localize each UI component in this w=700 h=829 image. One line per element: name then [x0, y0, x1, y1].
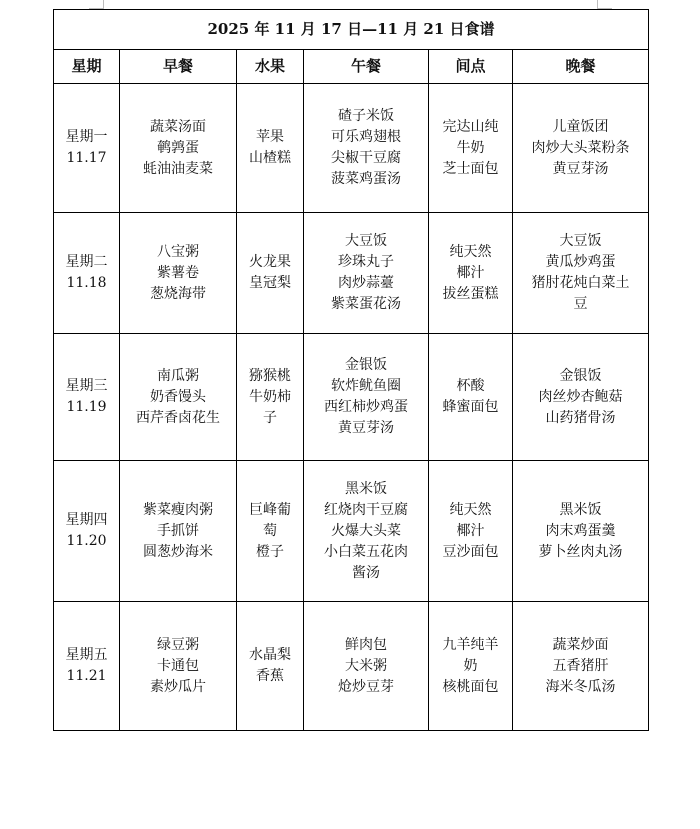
page-corner-mark-right	[597, 0, 612, 9]
breakfast-cell	[120, 461, 237, 602]
dinner-item: 金银饭	[559, 367, 602, 384]
snack-cell	[429, 84, 513, 213]
dinner-item: 豆	[573, 296, 588, 312]
day-label: 星期五	[65, 647, 108, 663]
snack-item: 杯酸	[456, 378, 485, 394]
day-cell	[54, 213, 120, 334]
date-label: 11.21	[66, 668, 107, 684]
fruit-item: 水晶梨	[249, 647, 291, 663]
dinner-item: 大豆饭	[559, 233, 602, 249]
breakfast-item: 绿豆粥	[157, 636, 199, 653]
breakfast-item: 素炒瓜片	[150, 678, 206, 695]
day-cell	[54, 461, 120, 602]
lunch-item: 珍珠丸子	[338, 254, 394, 270]
lunch-item: 西红柿炒鸡蛋	[324, 399, 408, 415]
dinner-item: 黄瓜炒鸡蛋	[545, 254, 616, 270]
date-label: 11.18	[66, 275, 107, 291]
lunch-item: 红烧肉干豆腐	[324, 501, 408, 518]
snack-item: 芝士面包	[442, 160, 499, 177]
breakfast-cell	[120, 602, 237, 731]
fruit-item: 香蕉	[256, 668, 284, 684]
dinner-item: 肉末鸡蛋羹	[545, 522, 616, 539]
breakfast-cell	[120, 84, 237, 213]
breakfast-item: 圆葱炒海米	[143, 543, 213, 560]
dinner-cell	[513, 334, 649, 461]
breakfast-item: 南瓜粥	[157, 367, 199, 384]
snack-item: 椰汁	[456, 522, 485, 539]
lunch-item: 鲜肉包	[345, 636, 387, 653]
fruit-item: 苹果	[256, 129, 284, 145]
table-row	[54, 213, 649, 334]
dinner-item: 蔬菜炒面	[552, 636, 609, 653]
dinner-item: 黑米饭	[559, 501, 602, 518]
dinner-item: 海米冬瓜汤	[545, 678, 616, 695]
dinner-cell	[513, 461, 649, 602]
fruit-item: 山楂糕	[249, 150, 291, 166]
breakfast-item: 葱烧海带	[150, 285, 206, 302]
lunch-cell	[304, 461, 429, 602]
breakfast-item: 蔬菜汤面	[150, 118, 206, 135]
breakfast-item: 紫薯卷	[157, 264, 199, 281]
dinner-cell	[513, 213, 649, 334]
breakfast-item: 紫菜瘦肉粥	[143, 501, 213, 518]
snack-item: 牛奶	[456, 139, 485, 156]
lunch-item: 软炸鱿鱼圈	[331, 378, 401, 394]
snack-item: 拔丝蛋糕	[442, 285, 499, 302]
lunch-cell	[304, 84, 429, 213]
snack-item: 纯天然	[449, 243, 492, 260]
fruit-cell	[237, 84, 304, 213]
fruit-cell	[237, 334, 304, 461]
breakfast-item: 手抓饼	[157, 522, 199, 539]
fruit-cell	[237, 213, 304, 334]
day-label: 星期三	[65, 378, 108, 394]
date-label: 11.17	[66, 150, 107, 166]
lunch-cell	[304, 213, 429, 334]
fruit-item: 子	[263, 409, 277, 426]
lunch-item: 紫菜蛋花汤	[331, 296, 401, 312]
dinner-item: 五香猪肝	[552, 657, 609, 674]
header-lunch: 午餐	[304, 50, 429, 84]
snack-item: 完达山纯	[442, 118, 499, 135]
day-cell	[54, 334, 120, 461]
date-label: 11.19	[66, 399, 107, 415]
lunch-item: 炝炒豆芽	[338, 678, 394, 695]
day-label: 星期一	[65, 129, 108, 145]
snack-cell	[429, 461, 513, 602]
dinner-item: 黄豆芽汤	[552, 160, 609, 177]
day-label: 星期四	[65, 512, 108, 528]
lunch-cell	[304, 334, 429, 461]
dinner-cell	[513, 602, 649, 731]
day-cell	[54, 84, 120, 213]
lunch-item: 尖椒干豆腐	[331, 150, 401, 166]
weekly-menu-table	[53, 9, 649, 731]
fruit-item: 皇冠梨	[249, 275, 291, 291]
lunch-item: 火爆大头菜	[331, 522, 401, 539]
snack-item: 九羊纯羊	[442, 636, 499, 653]
table-row	[54, 461, 649, 602]
dinner-item: 儿童饭团	[552, 118, 609, 135]
lunch-item: 小白菜五花肉	[324, 543, 408, 560]
breakfast-item: 西芹香卤花生	[136, 409, 220, 426]
page-corner-mark-left	[89, 0, 104, 9]
snack-item: 核桃面包	[442, 678, 499, 695]
dinner-item: 肉丝炒杏鲍菇	[538, 388, 623, 405]
breakfast-item: 八宝粥	[157, 243, 199, 260]
snack-cell	[429, 213, 513, 334]
lunch-cell	[304, 602, 429, 731]
header-fruit: 水果	[237, 50, 304, 84]
lunch-item: 酱汤	[352, 564, 380, 581]
snack-cell	[429, 334, 513, 461]
dinner-item: 山药猪骨汤	[545, 409, 616, 426]
lunch-item: 碴子米饭	[338, 108, 394, 124]
snack-item: 蜂蜜面包	[442, 399, 499, 415]
lunch-item: 菠菜鸡蛋汤	[331, 171, 401, 187]
fruit-item: 猕猴桃	[249, 367, 291, 384]
fruit-item: 火龙果	[249, 254, 291, 270]
fruit-item: 萄	[263, 522, 277, 539]
snack-cell	[429, 602, 513, 731]
breakfast-cell	[120, 213, 237, 334]
header-breakfast: 早餐	[120, 50, 237, 84]
dinner-item: 猪肘花炖白菜土	[531, 275, 630, 291]
fruit-cell	[237, 602, 304, 731]
lunch-item: 大豆饭	[345, 233, 387, 249]
lunch-item: 金银饭	[345, 357, 387, 373]
lunch-item: 可乐鸡翅根	[331, 129, 401, 145]
header-day: 星期	[54, 50, 120, 84]
breakfast-item: 卡通包	[157, 657, 199, 674]
dinner-item: 肉炒大头菜粉条	[531, 139, 630, 156]
lunch-item: 黄豆芽汤	[338, 420, 394, 436]
fruit-item: 巨峰葡	[249, 501, 291, 518]
breakfast-item: 蚝油油麦菜	[143, 160, 213, 177]
dinner-cell	[513, 84, 649, 213]
breakfast-item: 奶香馒头	[150, 388, 206, 405]
day-label: 星期二	[65, 254, 108, 270]
date-label: 11.20	[66, 533, 107, 549]
snack-item: 椰汁	[456, 264, 485, 281]
lunch-item: 肉炒蒜薹	[338, 275, 394, 291]
header-snack: 间点	[429, 50, 513, 84]
table-row	[54, 602, 649, 731]
table-row	[54, 84, 649, 213]
fruit-item: 橙子	[256, 543, 284, 560]
snack-item: 豆沙面包	[442, 543, 499, 560]
table-row	[54, 334, 649, 461]
breakfast-item: 鹌鹑蛋	[157, 139, 199, 156]
lunch-item: 大米粥	[345, 657, 387, 674]
snack-item: 纯天然	[449, 501, 492, 518]
lunch-item: 黑米饭	[345, 480, 387, 497]
menu-title: 2025 年 11 月 17 日—11 月 21 日食谱	[54, 10, 649, 50]
fruit-cell	[237, 461, 304, 602]
day-cell	[54, 602, 120, 731]
header-dinner: 晚餐	[513, 50, 649, 84]
fruit-item: 牛奶柿	[249, 388, 291, 405]
breakfast-cell	[120, 334, 237, 461]
snack-item: 奶	[463, 657, 478, 674]
dinner-item: 萝卜丝肉丸汤	[538, 543, 623, 560]
